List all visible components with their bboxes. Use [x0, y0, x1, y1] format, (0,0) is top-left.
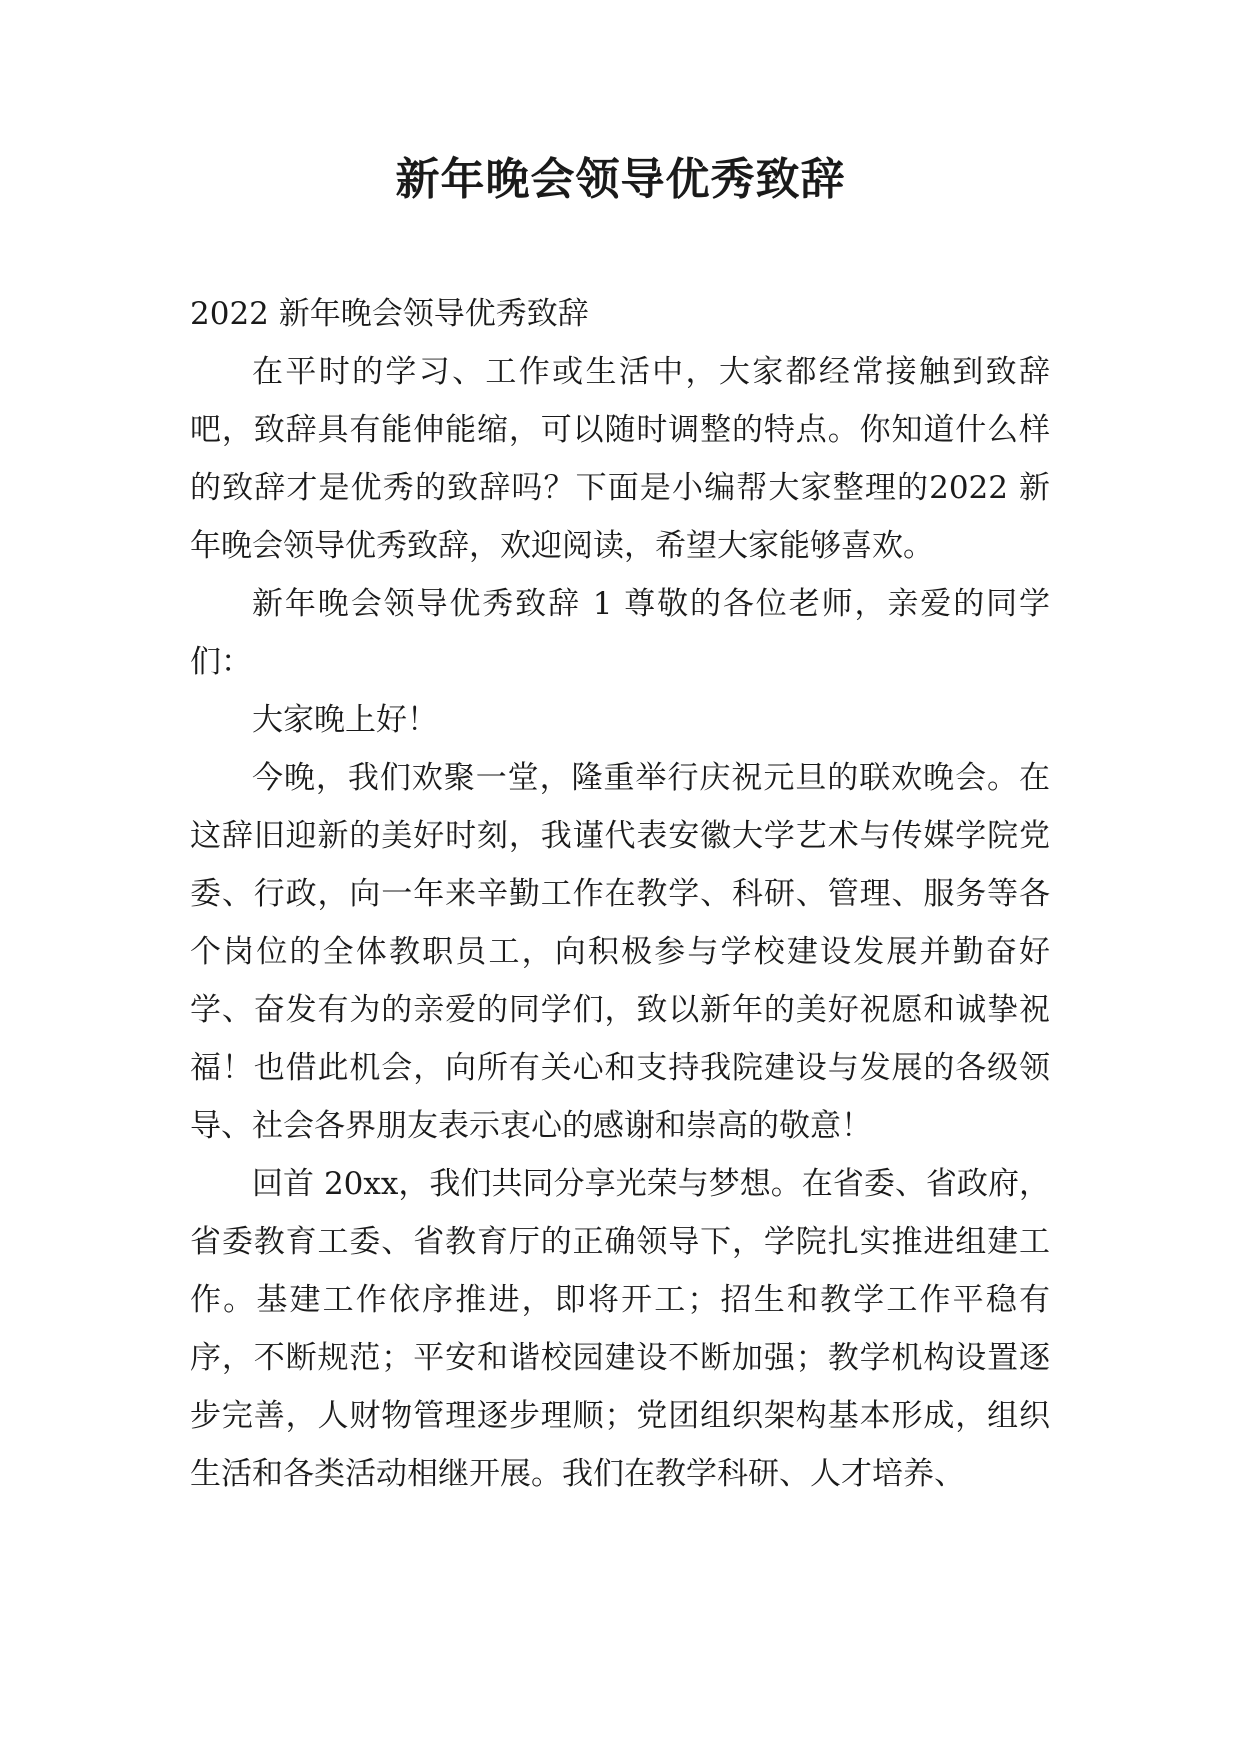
paragraph-intro: 在平时的学习、工作或生活中，大家都经常接触到致辞吧，致辞具有能伸能缩，可以随时调整的特点。你知道什么样的致辞才是优秀的致辞吗？下面是小编帮大家整理的2022 新年晚会领导优秀致辞，欢迎阅读，希望大家能够喜欢。 [190, 354, 1050, 564]
paragraph-greeting: 大家晚上好！ [252, 702, 438, 738]
paragraph-gathering: 今晚，我们欢聚一堂，隆重举行庆祝元旦的联欢晚会。在这辞旧迎新的美好时刻，我谨代表安徽大学艺术与传媒学院党委、行政，向一年来辛勤工作在教学、科研、管理、服务等各个岗位的全体教职员工，向积极参与学校建设发展并勤奋好学、奋发有为的亲爱的同学们，致以新年的美好祝愿和诚挚祝福！也借此机会，向所有关心和支持我院建设与发展的各级领导、社会各界朋友表示衷心的感谢和崇高的敬意！ [190, 760, 1050, 1144]
page-title: 新年晚会领导优秀致辞 [395, 154, 846, 205]
document-subtitle: 2022 新年晚会领导优秀致辞 [190, 296, 589, 332]
document-body [190, 285, 1050, 1503]
paragraph-salutation: 新年晚会领导优秀致辞 1 尊敬的各位老师，亲爱的同学们： [190, 586, 1050, 680]
paragraph-review: 回首 20xx，我们共同分享光荣与梦想。在省委、省政府，省委教育工委、省教育厅的正确领导下，学院扎实推进组建工作。基建工作依序推进，即将开工；招生和教学工作平稳有序，不断规范；平安和谐校园建设不断加强；教学机构设置逐步完善，人财物管理逐步理顺；党团组织架构基本形成，组织生活和各类活动相继开展。我们在教学科研、人才培养、 [190, 1166, 1050, 1492]
